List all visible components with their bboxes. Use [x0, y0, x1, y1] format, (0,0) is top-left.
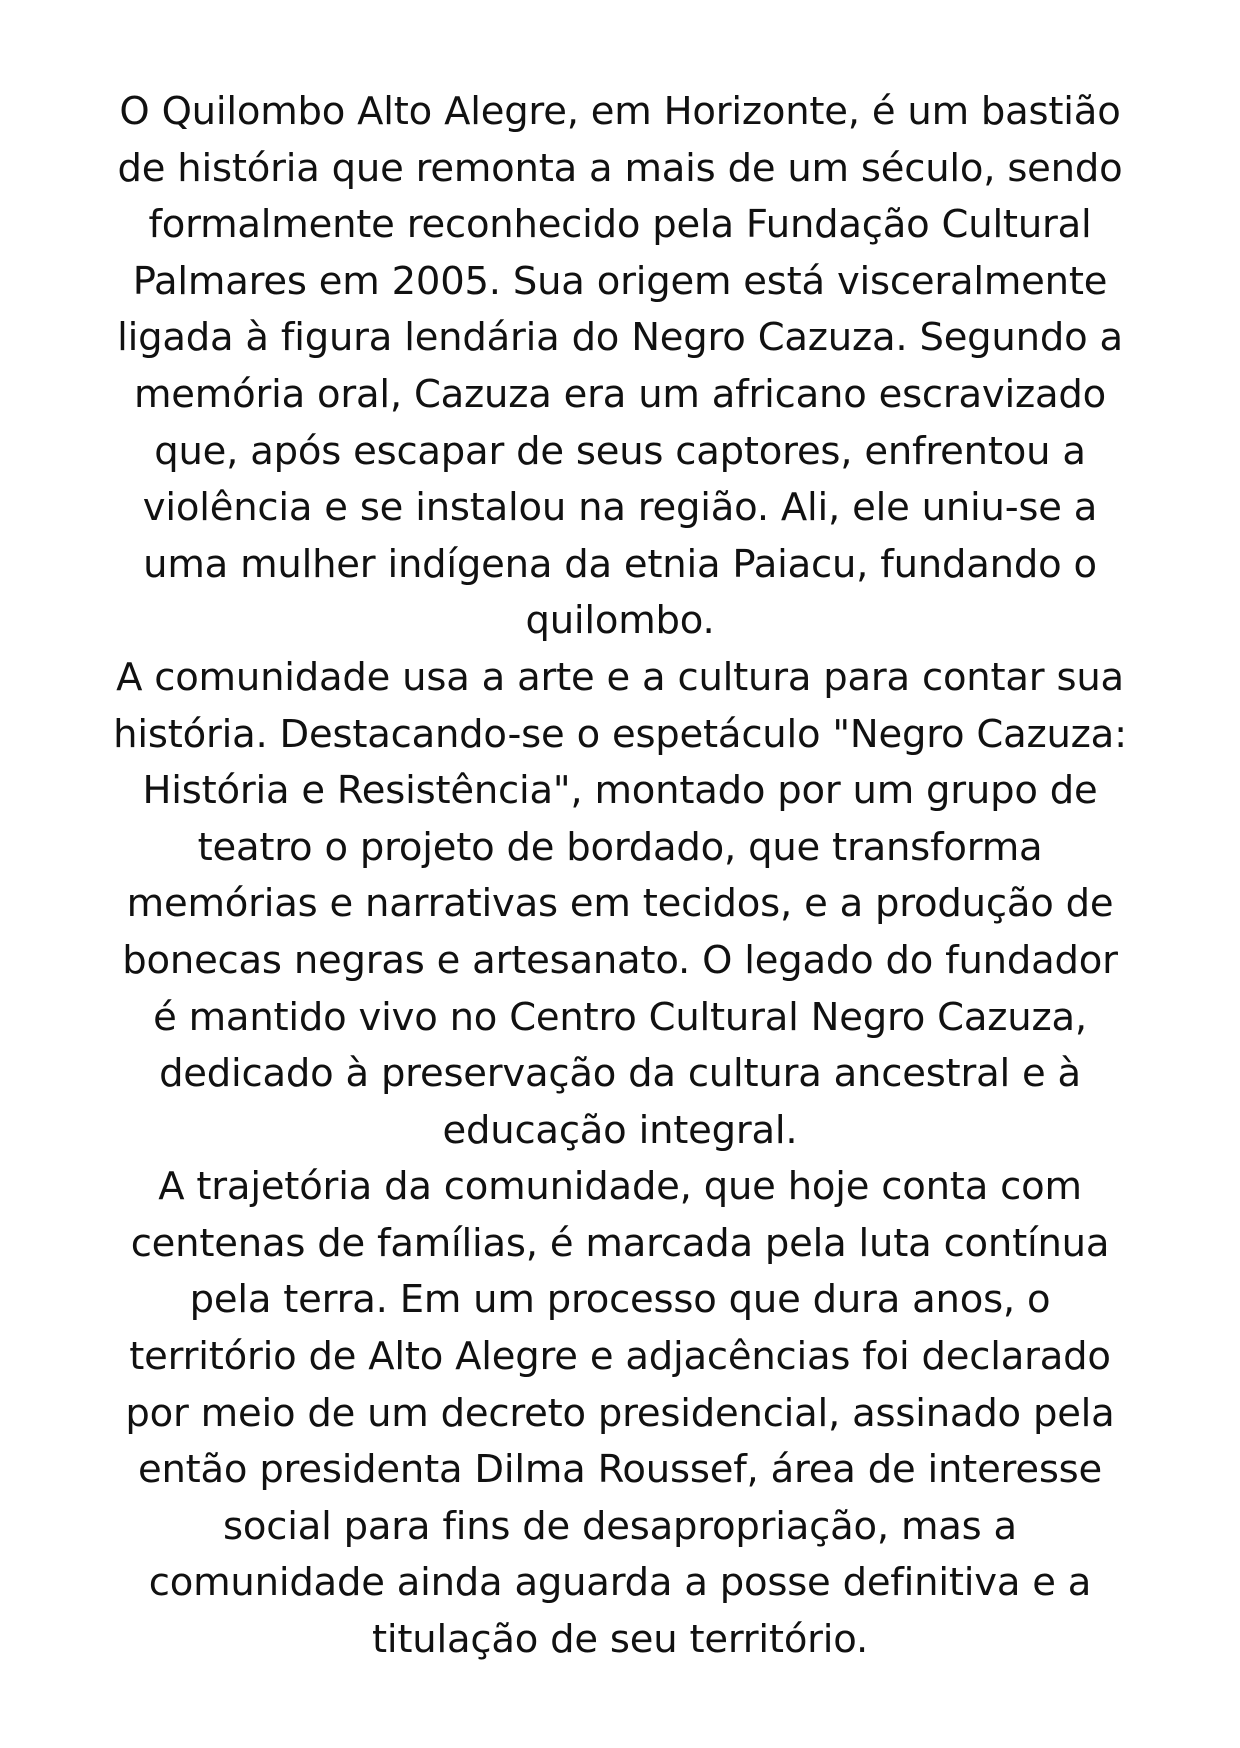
paragraph-origin: O Quilombo Alto Alegre, em Horizonte, é um bastião de história que remonta a mais de um século, sendo formalmente reconhecido pela Fundação Cultural Palmares em 2005. Sua origem está visceralmente ligada à figura lendária do Negro Cazuza. Segundo a memória oral, Cazuza era um africano escravizado que, após escapar de seus captores, enfrentou a violência e se instalou na região. Ali, ele uniu-se a uma mulher indígena da etnia Paiacu, fundando o quilombo.	[117, 89, 1123, 644]
body-text	[110, 84, 1130, 1669]
paragraph-territory: A trajetória da comunidade, que hoje conta com centenas de famílias, é marcada pela luta contínua pela terra. Em um processo que dura anos, o território de Alto Alegre e adjacências foi declarado por meio de um decreto presidencial, assinado pela então presidenta Dilma Roussef, área de interesse social para fins de desapropriação, mas a comunidade ainda aguarda a posse definitiva e a titulação de seu território.	[125, 1164, 1115, 1663]
paragraph-culture: A comunidade usa a arte e a cultura para contar sua história. Destacando-se o espetáculo "Negro Cazuza: História e Resistência", montado por um grupo de teatro o projeto de bordado, que transforma memórias e narrativas em tecidos, e a produção de bonecas negras e artesanato. O legado do fundador é mantido vivo no Centro Cultural Negro Cazuza, dedicado à preservação da cultura ancestral e à educação integral.	[113, 654, 1127, 1153]
